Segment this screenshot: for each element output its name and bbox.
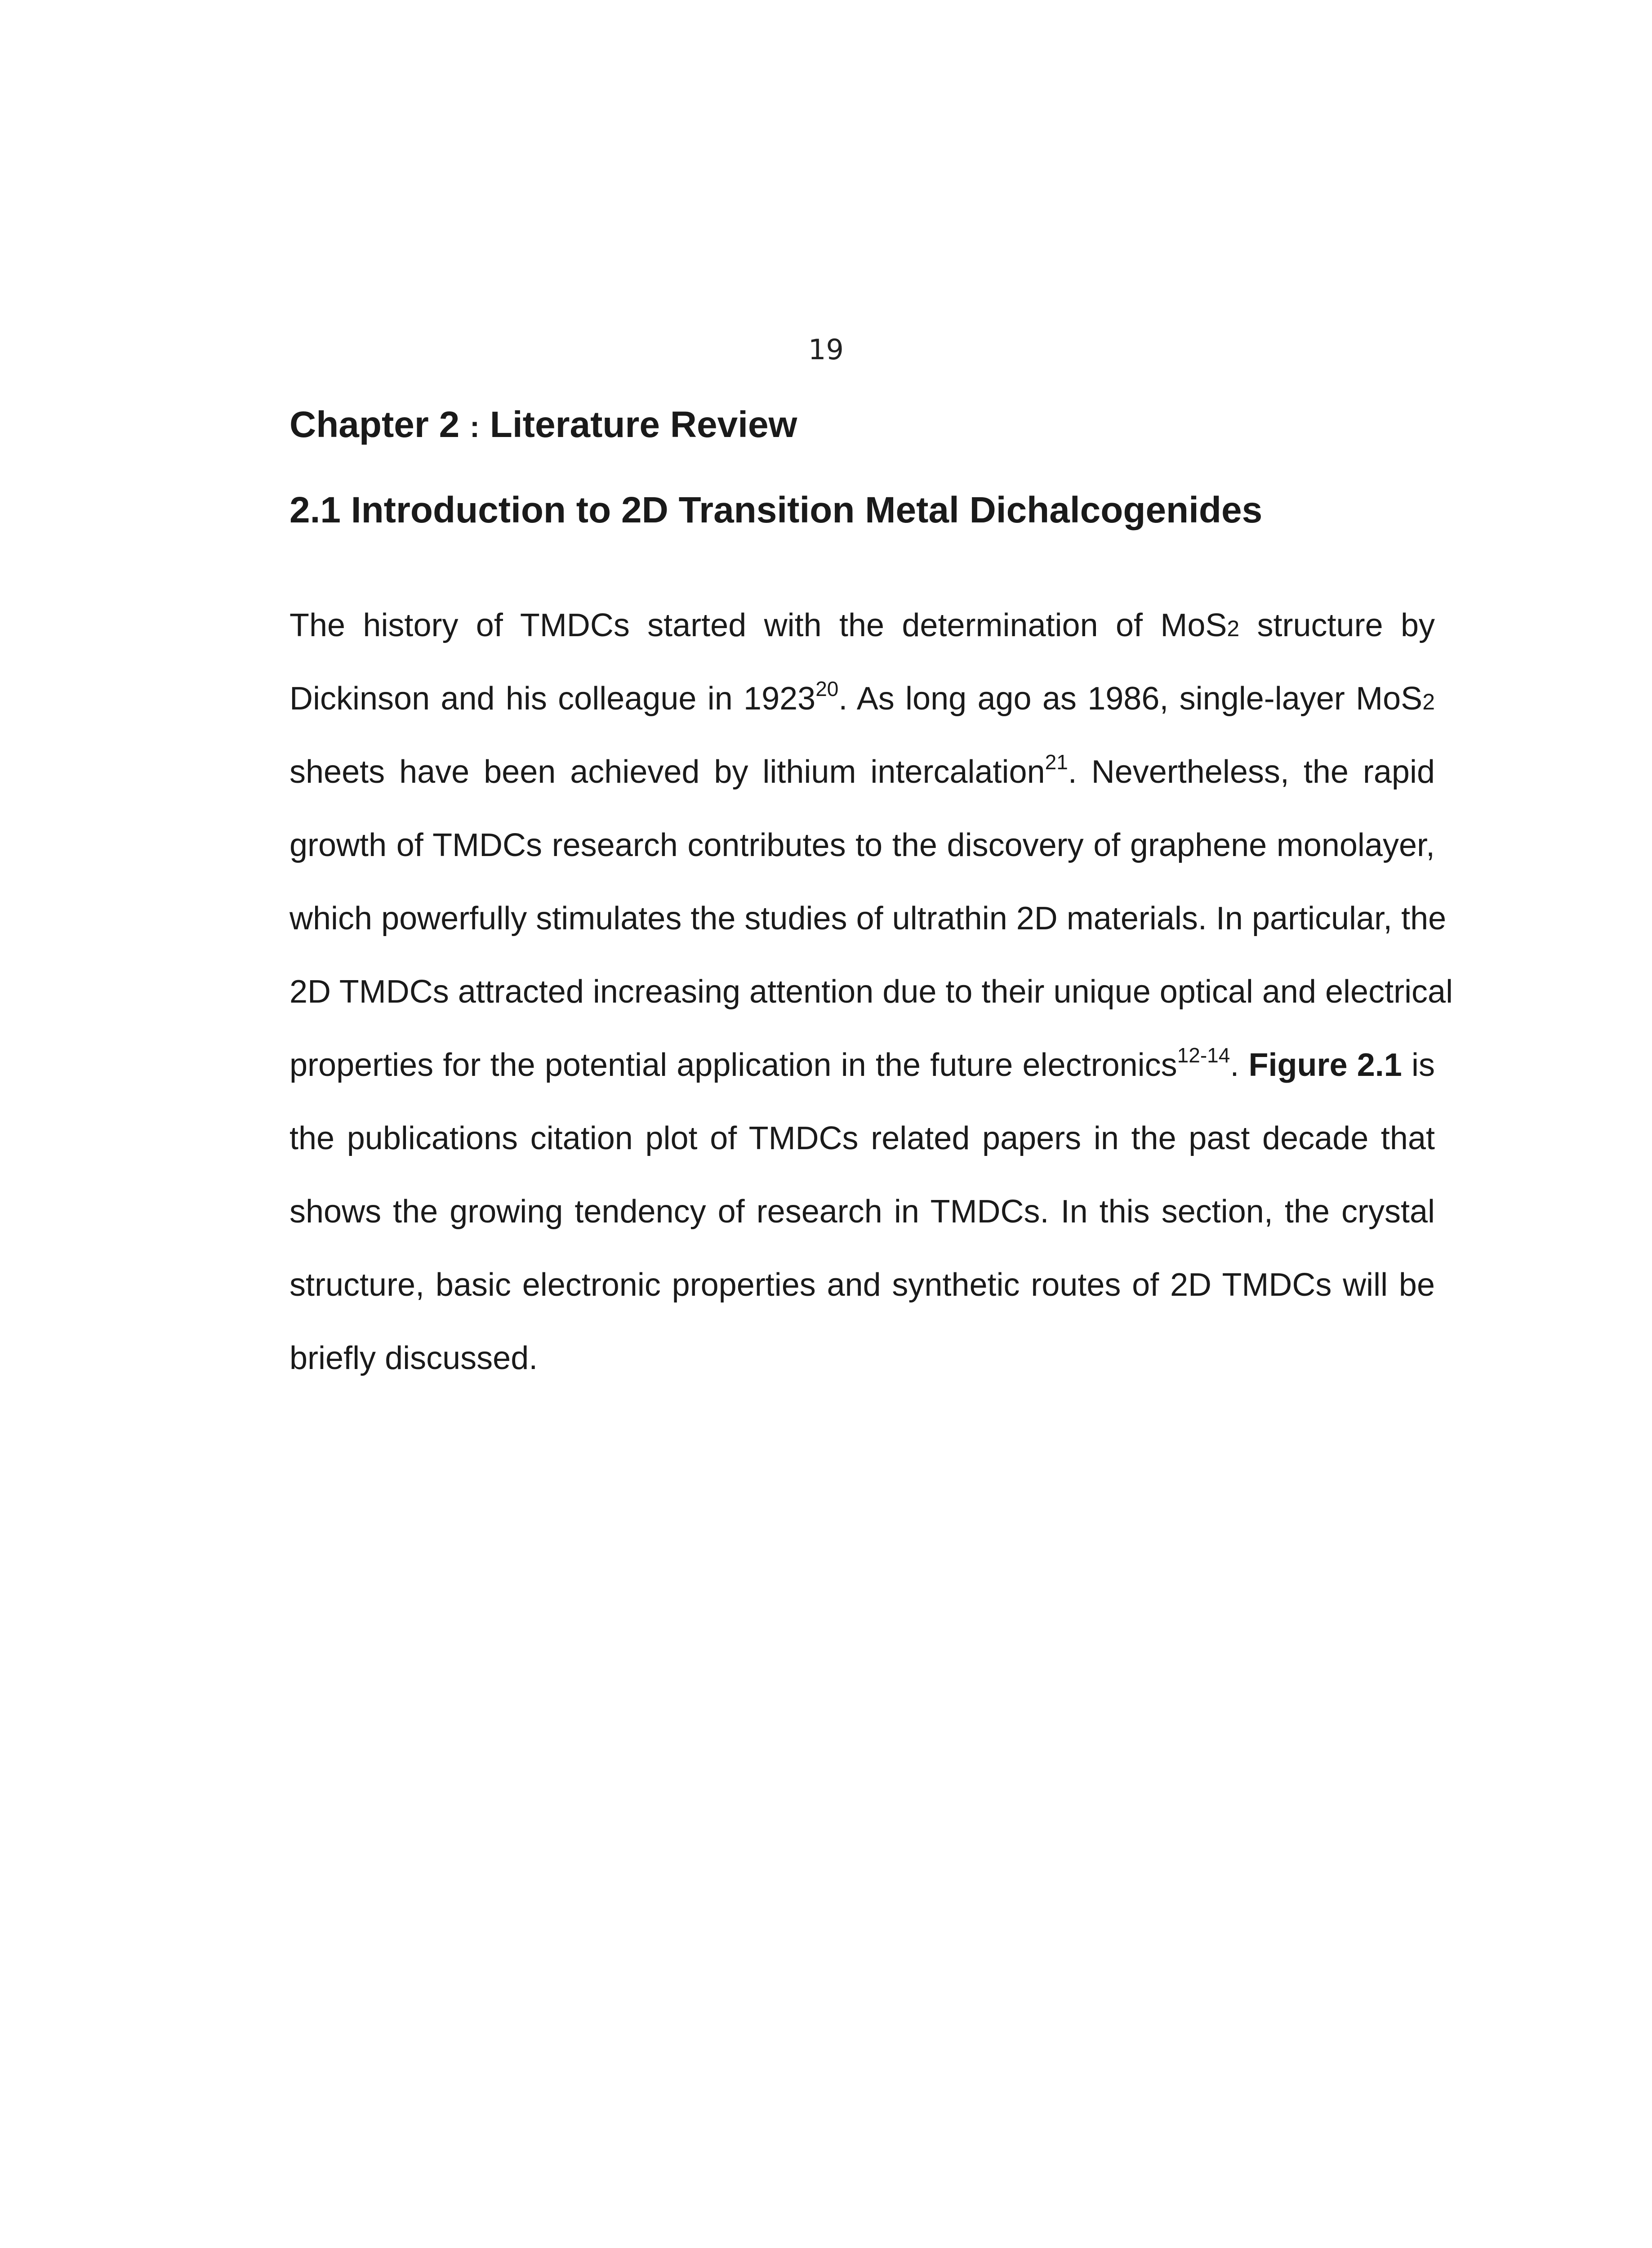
section-number: 2.1 <box>289 490 341 531</box>
subscript: 2 <box>1227 616 1240 641</box>
text-run: . <box>1230 1047 1249 1083</box>
figure-reference: Figure 2.1 <box>1248 1047 1402 1083</box>
chapter-name: Literature Review <box>490 404 797 445</box>
citation-superscript: 21 <box>1045 750 1068 774</box>
section-title <box>289 488 1262 533</box>
paragraph-line <box>289 662 1435 736</box>
text-run: structure by <box>1239 607 1435 643</box>
paragraph-line: which powerfully stimulates the studies of ultrathin 2D materials. In particular, the <box>289 901 1447 937</box>
paragraph-line <box>289 1029 1435 1102</box>
paragraph-line: briefly discussed. <box>289 1340 538 1376</box>
citation-superscript: 12-14 <box>1177 1044 1230 1067</box>
subscript: 2 <box>1422 689 1435 714</box>
paragraph-line: shows the growing tendency of research in TMDCs. In this section, the crystal <box>289 1194 1435 1230</box>
text-run: Dickinson and his colleague in 1923 <box>289 681 816 717</box>
paragraph-line: growth of TMDCs research contributes to the discovery of graphene monolayer, <box>289 827 1435 863</box>
text-run: . Nevertheless, the rapid <box>1068 754 1435 790</box>
text-run: . As long ago as 1986, single-layer MoS <box>838 681 1423 717</box>
text-run: is <box>1402 1047 1435 1083</box>
text-run: The history of TMDCs started with the determination of MoS <box>289 607 1227 643</box>
text-run: properties for the potential application in the future electronics <box>289 1047 1177 1083</box>
paragraph-line: structure, basic electronic properties and synthetic routes of 2D TMDCs will be <box>289 1267 1435 1303</box>
citation-superscript: 20 <box>815 677 839 700</box>
paragraph-line: the publications citation plot of TMDCs related papers in the past decade that <box>289 1120 1435 1156</box>
chapter-separator: : <box>470 410 480 443</box>
chapter-title <box>289 402 797 449</box>
page-number: 19 <box>808 333 844 366</box>
paragraph-line <box>289 589 1435 662</box>
section-name: Introduction to 2D Transition Metal Dichalcogenides <box>351 490 1263 531</box>
chapter-label: Chapter 2 <box>289 404 460 445</box>
paragraph-line <box>289 736 1435 809</box>
body-paragraph <box>289 589 1453 1395</box>
paragraph-line: 2D TMDCs attracted increasing attention due to their unique optical and electrical <box>289 974 1453 1010</box>
text-run: sheets have been achieved by lithium intercalation <box>289 754 1045 790</box>
